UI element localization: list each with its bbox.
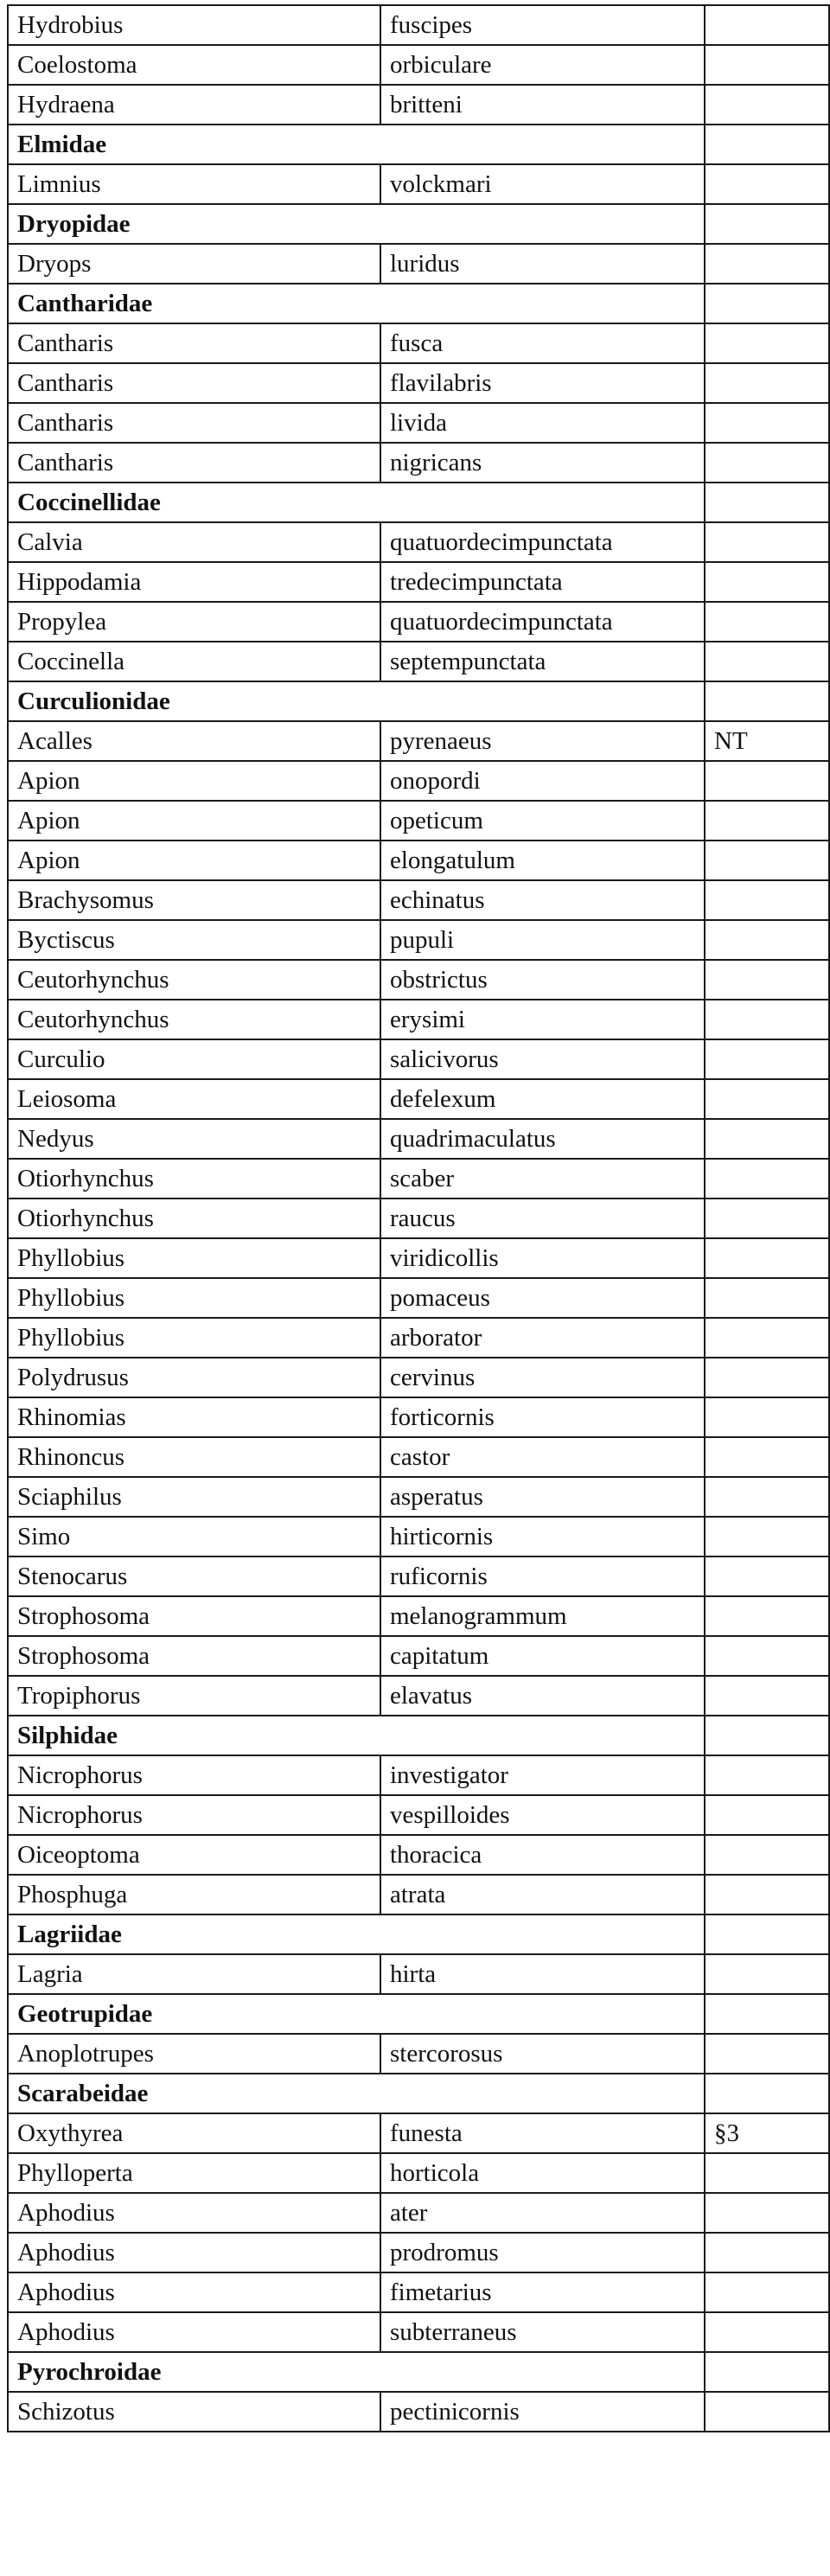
genus-cell: Calvia xyxy=(8,522,380,562)
genus-cell: Apion xyxy=(8,841,380,880)
species-cell xyxy=(380,2352,705,2392)
status-cell xyxy=(705,1755,829,1795)
species-cell: quatuordecimpunctata xyxy=(380,522,705,562)
table-row xyxy=(8,1039,829,1079)
table-row xyxy=(8,1199,829,1238)
table-row xyxy=(8,1835,829,1875)
table-row xyxy=(8,1556,829,1596)
status-cell xyxy=(705,1318,829,1358)
table-row xyxy=(8,2392,829,2432)
genus-cell: Curculio xyxy=(8,1039,380,1079)
status-cell xyxy=(705,1000,829,1039)
status-cell xyxy=(705,403,829,443)
species-cell: orbiculare xyxy=(380,45,705,85)
table-row xyxy=(8,1278,829,1318)
genus-cell: Ceutorhynchus xyxy=(8,1000,380,1039)
table-row xyxy=(8,960,829,1000)
genus-cell: Schizotus xyxy=(8,2392,380,2432)
status-cell xyxy=(705,483,829,522)
species-cell: elavatus xyxy=(380,1676,705,1716)
table-row xyxy=(8,1000,829,1039)
species-cell: fuscipes xyxy=(380,5,705,45)
table-row xyxy=(8,85,829,125)
table-row xyxy=(8,244,829,284)
species-cell: fusca xyxy=(380,323,705,363)
species-cell: luridus xyxy=(380,244,705,284)
genus-cell: Phosphuga xyxy=(8,1875,380,1914)
species-cell: viridicollis xyxy=(380,1238,705,1278)
family-row xyxy=(8,1914,829,1954)
species-cell xyxy=(380,1914,705,1954)
table-row xyxy=(8,1954,829,1994)
species-cell: capitatum xyxy=(380,1636,705,1676)
status-cell xyxy=(705,1238,829,1278)
table-row xyxy=(8,2034,829,2074)
genus-cell: Anoplotrupes xyxy=(8,2034,380,2074)
status-cell xyxy=(705,244,829,284)
species-table-body xyxy=(8,5,829,2432)
status-cell xyxy=(705,920,829,960)
status-cell xyxy=(705,1835,829,1875)
species-cell: cervinus xyxy=(380,1358,705,1397)
species-cell: opeticum xyxy=(380,801,705,841)
genus-cell: Oxythyrea xyxy=(8,2113,380,2153)
table-row xyxy=(8,1596,829,1636)
family-name-cell: Dryopidae xyxy=(8,204,380,244)
table-row xyxy=(8,2312,829,2352)
status-cell xyxy=(705,2392,829,2432)
species-cell: scaber xyxy=(380,1159,705,1199)
species-cell xyxy=(380,125,705,164)
genus-cell: Coccinella xyxy=(8,642,380,681)
status-cell xyxy=(705,602,829,642)
species-cell: subterraneus xyxy=(380,2312,705,2352)
table-row xyxy=(8,323,829,363)
status-cell xyxy=(705,1039,829,1079)
table-row xyxy=(8,1397,829,1437)
status-cell xyxy=(705,1119,829,1159)
genus-cell: Otiorhynchus xyxy=(8,1199,380,1238)
genus-cell: Acalles xyxy=(8,721,380,761)
genus-cell: Phyllobius xyxy=(8,1318,380,1358)
table-row xyxy=(8,1358,829,1397)
status-cell: NT xyxy=(705,721,829,761)
species-cell: vespilloides xyxy=(380,1795,705,1835)
family-row xyxy=(8,681,829,721)
species-cell: nigricans xyxy=(380,443,705,483)
table-row xyxy=(8,1676,829,1716)
species-cell: flavilabris xyxy=(380,363,705,403)
table-row xyxy=(8,443,829,483)
species-cell: septempunctata xyxy=(380,642,705,681)
status-cell xyxy=(705,1914,829,1954)
family-row xyxy=(8,1716,829,1755)
family-name-cell: Coccinellidae xyxy=(8,483,380,522)
status-cell xyxy=(705,1636,829,1676)
status-cell xyxy=(705,1716,829,1755)
genus-cell: Tropiphorus xyxy=(8,1676,380,1716)
species-cell: echinatus xyxy=(380,880,705,920)
status-cell xyxy=(705,522,829,562)
table-row xyxy=(8,841,829,880)
status-cell xyxy=(705,164,829,204)
status-cell xyxy=(705,681,829,721)
table-row xyxy=(8,2272,829,2312)
status-cell xyxy=(705,1795,829,1835)
status-cell xyxy=(705,1556,829,1596)
genus-cell: Nicrophorus xyxy=(8,1795,380,1835)
table-row xyxy=(8,2193,829,2233)
family-row xyxy=(8,204,829,244)
table-row xyxy=(8,1517,829,1556)
species-cell: stercorosus xyxy=(380,2034,705,2074)
genus-cell: Rhinoncus xyxy=(8,1437,380,1477)
genus-cell: Leiosoma xyxy=(8,1079,380,1119)
family-name-cell: Scarabeidae xyxy=(8,2074,380,2113)
species-cell: defelexum xyxy=(380,1079,705,1119)
genus-cell: Aphodius xyxy=(8,2312,380,2352)
status-cell xyxy=(705,5,829,45)
genus-cell: Cantharis xyxy=(8,323,380,363)
species-cell xyxy=(380,204,705,244)
table-row xyxy=(8,920,829,960)
family-name-cell: Curculionidae xyxy=(8,681,380,721)
species-cell: quadrimaculatus xyxy=(380,1119,705,1159)
genus-cell: Apion xyxy=(8,801,380,841)
species-cell: castor xyxy=(380,1437,705,1477)
species-cell: fimetarius xyxy=(380,2272,705,2312)
species-cell: ruficornis xyxy=(380,1556,705,1596)
genus-cell: Nicrophorus xyxy=(8,1755,380,1795)
family-name-cell: Geotrupidae xyxy=(8,1994,380,2034)
species-cell: forticornis xyxy=(380,1397,705,1437)
table-row xyxy=(8,1119,829,1159)
status-cell xyxy=(705,85,829,125)
species-cell xyxy=(380,2074,705,2113)
species-cell: livida xyxy=(380,403,705,443)
family-row xyxy=(8,483,829,522)
species-cell: funesta xyxy=(380,2113,705,2153)
table-row xyxy=(8,363,829,403)
species-cell: hirta xyxy=(380,1954,705,1994)
species-cell: britteni xyxy=(380,85,705,125)
table-row xyxy=(8,5,829,45)
status-cell xyxy=(705,841,829,880)
status-cell xyxy=(705,2193,829,2233)
status-cell xyxy=(705,1596,829,1636)
species-cell: atrata xyxy=(380,1875,705,1914)
genus-cell: Phyllobius xyxy=(8,1238,380,1278)
status-cell xyxy=(705,443,829,483)
table-row xyxy=(8,1755,829,1795)
status-cell xyxy=(705,1079,829,1119)
status-cell xyxy=(705,1517,829,1556)
status-cell xyxy=(705,960,829,1000)
table-row xyxy=(8,880,829,920)
genus-cell: Phyllobius xyxy=(8,1278,380,1318)
status-cell xyxy=(705,642,829,681)
family-row xyxy=(8,2352,829,2392)
species-cell: hirticornis xyxy=(380,1517,705,1556)
genus-cell: Hydrobius xyxy=(8,5,380,45)
genus-cell: Nedyus xyxy=(8,1119,380,1159)
table-row xyxy=(8,721,829,761)
species-cell: asperatus xyxy=(380,1477,705,1517)
species-cell: investigator xyxy=(380,1755,705,1795)
species-cell: pyrenaeus xyxy=(380,721,705,761)
table-row xyxy=(8,1437,829,1477)
status-cell xyxy=(705,2074,829,2113)
genus-cell: Limnius xyxy=(8,164,380,204)
species-cell: tredecimpunctata xyxy=(380,562,705,602)
species-cell: obstrictus xyxy=(380,960,705,1000)
species-cell: arborator xyxy=(380,1318,705,1358)
genus-cell: Cantharis xyxy=(8,363,380,403)
status-cell xyxy=(705,1875,829,1914)
status-cell xyxy=(705,1954,829,1994)
species-cell xyxy=(380,1716,705,1755)
table-row xyxy=(8,562,829,602)
status-cell xyxy=(705,2312,829,2352)
status-cell xyxy=(705,1358,829,1397)
genus-cell: Byctiscus xyxy=(8,920,380,960)
table-row xyxy=(8,1795,829,1835)
species-cell xyxy=(380,284,705,323)
species-table xyxy=(7,4,830,2432)
genus-cell: Apion xyxy=(8,761,380,801)
table-row xyxy=(8,1159,829,1199)
status-cell xyxy=(705,2153,829,2193)
species-cell: pomaceus xyxy=(380,1278,705,1318)
table-row xyxy=(8,2113,829,2153)
genus-cell: Stenocarus xyxy=(8,1556,380,1596)
table-row xyxy=(8,801,829,841)
species-cell: thoracica xyxy=(380,1835,705,1875)
table-row xyxy=(8,1318,829,1358)
genus-cell: Otiorhynchus xyxy=(8,1159,380,1199)
table-row xyxy=(8,761,829,801)
table-row xyxy=(8,522,829,562)
table-row xyxy=(8,1636,829,1676)
status-cell xyxy=(705,880,829,920)
genus-cell: Oiceoptoma xyxy=(8,1835,380,1875)
genus-cell: Aphodius xyxy=(8,2233,380,2272)
genus-cell: Lagria xyxy=(8,1954,380,1994)
species-cell: prodromus xyxy=(380,2233,705,2272)
family-row xyxy=(8,284,829,323)
table-row xyxy=(8,1477,829,1517)
family-name-cell: Silphidae xyxy=(8,1716,380,1755)
species-cell: elongatulum xyxy=(380,841,705,880)
genus-cell: Polydrusus xyxy=(8,1358,380,1397)
genus-cell: Simo xyxy=(8,1517,380,1556)
table-row xyxy=(8,1875,829,1914)
genus-cell: Sciaphilus xyxy=(8,1477,380,1517)
genus-cell: Strophosoma xyxy=(8,1596,380,1636)
status-cell xyxy=(705,204,829,244)
status-cell xyxy=(705,761,829,801)
status-cell xyxy=(705,323,829,363)
status-cell xyxy=(705,1994,829,2034)
family-name-cell: Pyrochroidae xyxy=(8,2352,380,2392)
species-cell: raucus xyxy=(380,1199,705,1238)
status-cell xyxy=(705,1278,829,1318)
genus-cell: Hydraena xyxy=(8,85,380,125)
genus-cell: Rhinomias xyxy=(8,1397,380,1437)
status-cell xyxy=(705,2233,829,2272)
species-cell xyxy=(380,483,705,522)
status-cell xyxy=(705,45,829,85)
status-cell: §3 xyxy=(705,2113,829,2153)
table-row xyxy=(8,403,829,443)
species-cell: volckmari xyxy=(380,164,705,204)
genus-cell: Propylea xyxy=(8,602,380,642)
status-cell xyxy=(705,284,829,323)
table-row xyxy=(8,642,829,681)
family-name-cell: Cantharidae xyxy=(8,284,380,323)
family-row xyxy=(8,2074,829,2113)
species-cell: pupuli xyxy=(380,920,705,960)
genus-cell: Aphodius xyxy=(8,2193,380,2233)
family-row xyxy=(8,1994,829,2034)
species-cell: onopordi xyxy=(380,761,705,801)
family-row xyxy=(8,125,829,164)
table-row xyxy=(8,2233,829,2272)
family-name-cell: Elmidae xyxy=(8,125,380,164)
species-cell: erysimi xyxy=(380,1000,705,1039)
genus-cell: Ceutorhynchus xyxy=(8,960,380,1000)
table-row xyxy=(8,1079,829,1119)
status-cell xyxy=(705,1397,829,1437)
status-cell xyxy=(705,125,829,164)
species-cell: quatuordecimpunctata xyxy=(380,602,705,642)
status-cell xyxy=(705,2272,829,2312)
table-row xyxy=(8,45,829,85)
species-cell: horticola xyxy=(380,2153,705,2193)
status-cell xyxy=(705,1477,829,1517)
table-row xyxy=(8,1238,829,1278)
genus-cell: Brachysomus xyxy=(8,880,380,920)
table-row xyxy=(8,164,829,204)
table-row xyxy=(8,2153,829,2193)
status-cell xyxy=(705,1199,829,1238)
species-cell xyxy=(380,681,705,721)
genus-cell: Hippodamia xyxy=(8,562,380,602)
status-cell xyxy=(705,2352,829,2392)
status-cell xyxy=(705,562,829,602)
status-cell xyxy=(705,2034,829,2074)
genus-cell: Cantharis xyxy=(8,443,380,483)
table-row xyxy=(8,602,829,642)
genus-cell: Phylloperta xyxy=(8,2153,380,2193)
family-name-cell: Lagriidae xyxy=(8,1914,380,1954)
genus-cell: Strophosoma xyxy=(8,1636,380,1676)
genus-cell: Cantharis xyxy=(8,403,380,443)
status-cell xyxy=(705,1676,829,1716)
status-cell xyxy=(705,801,829,841)
status-cell xyxy=(705,363,829,403)
status-cell xyxy=(705,1159,829,1199)
genus-cell: Aphodius xyxy=(8,2272,380,2312)
status-cell xyxy=(705,1437,829,1477)
species-cell xyxy=(380,1994,705,2034)
species-cell: melanogrammum xyxy=(380,1596,705,1636)
species-cell: pectinicornis xyxy=(380,2392,705,2432)
species-cell: salicivorus xyxy=(380,1039,705,1079)
genus-cell: Dryops xyxy=(8,244,380,284)
genus-cell: Coelostoma xyxy=(8,45,380,85)
species-cell: ater xyxy=(380,2193,705,2233)
